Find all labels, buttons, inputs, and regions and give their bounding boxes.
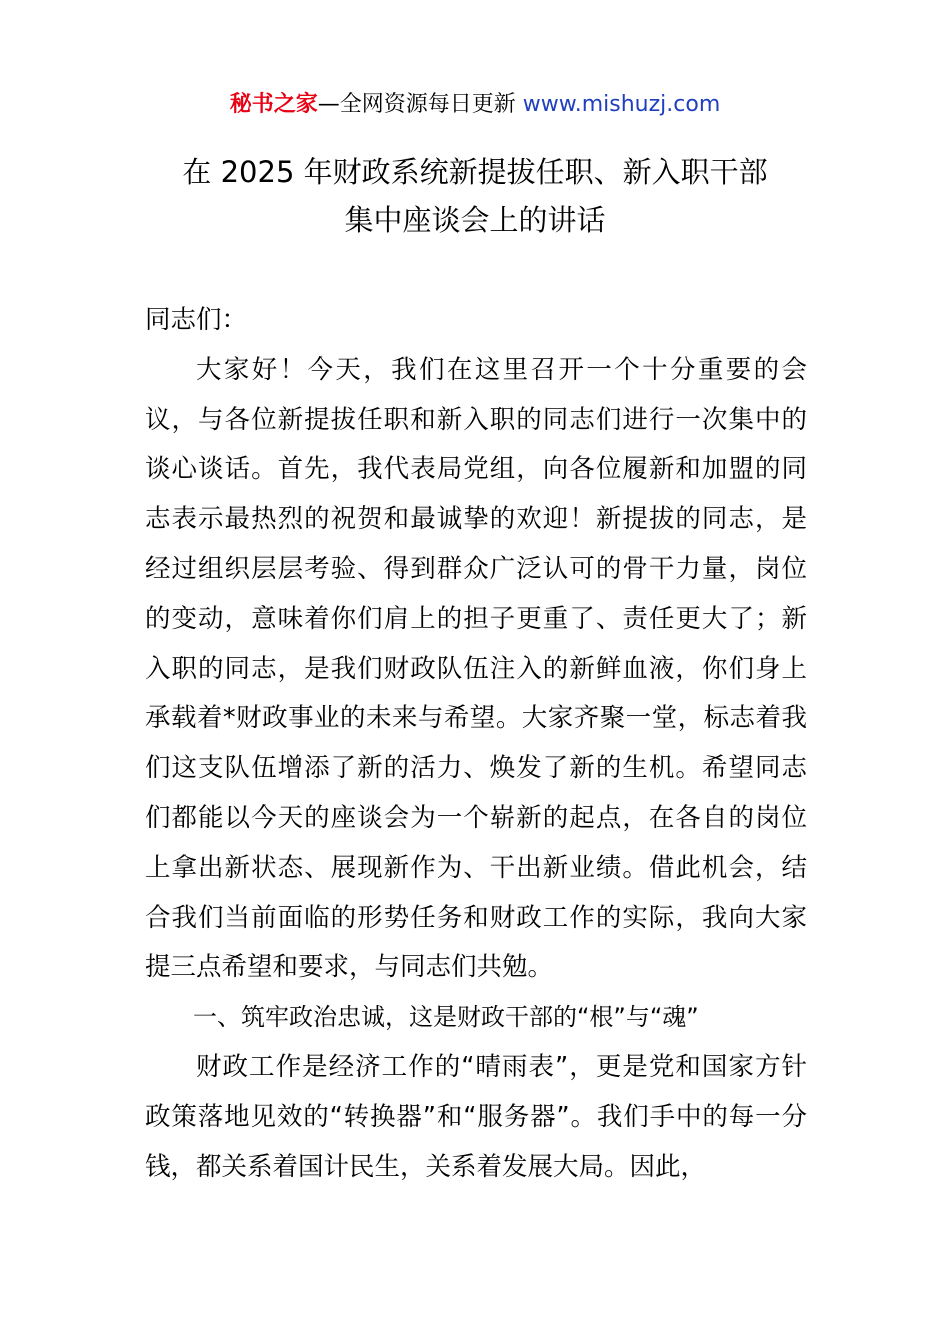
- title-line-2: 集中座谈会上的讲话: [344, 203, 606, 237]
- document-title: [100, 148, 850, 244]
- salutation: 同志们：: [145, 305, 248, 335]
- document-body: [145, 296, 807, 1192]
- section-heading-1: 一、筑牢政治忠诚，这是财政干部的“根”与“魂”: [193, 1003, 699, 1032]
- paragraph-section-1: 财政工作是经济工作的“晴雨表”，更是党和国家方针政策落地见效的“转换器”和“服务器”。我们手中的每一分钱，都关系着国计民生，关系着发展大局。因此，: [145, 1051, 807, 1182]
- site-url-link[interactable]: www.mishuzj.com: [522, 92, 721, 117]
- header-tagline: —全网资源每日更新: [317, 92, 523, 117]
- brand-name: 秘书之家: [229, 92, 318, 117]
- paragraph-opening: 大家好！今天，我们在这里召开一个十分重要的会议，与各位新提拔任职和新入职的同志们进行一次集中的谈心谈话。首先，我代表局党组，向各位履新和加盟的同志表示最热烈的祝贺和最诚挚的欢迎！新提拔的同志，是经过组织层层考验、得到群众广泛认可的骨干力量，岗位的变动，意味着你们肩上的担子更重了、责任更大了；新入职的同志，是我们财政队伍注入的新鲜血液，你们身上承载着*财政事业的未来与希望。大家齐聚一堂，标志着我们这支队伍增添了新的活力、焕发了新的生机。希望同志们都能以今天的座谈会为一个崭新的起点，在各自的岗位上拿出新状态、展现新作为、干出新业绩。借此机会，结合我们当前面临的形势任务和财政工作的实际，我向大家提三点希望和要求，与同志们共勉。: [145, 354, 807, 983]
- site-header: [0, 88, 950, 122]
- title-line-1: 在 2025 年财政系统新提拔任职、新入职干部: [182, 155, 768, 189]
